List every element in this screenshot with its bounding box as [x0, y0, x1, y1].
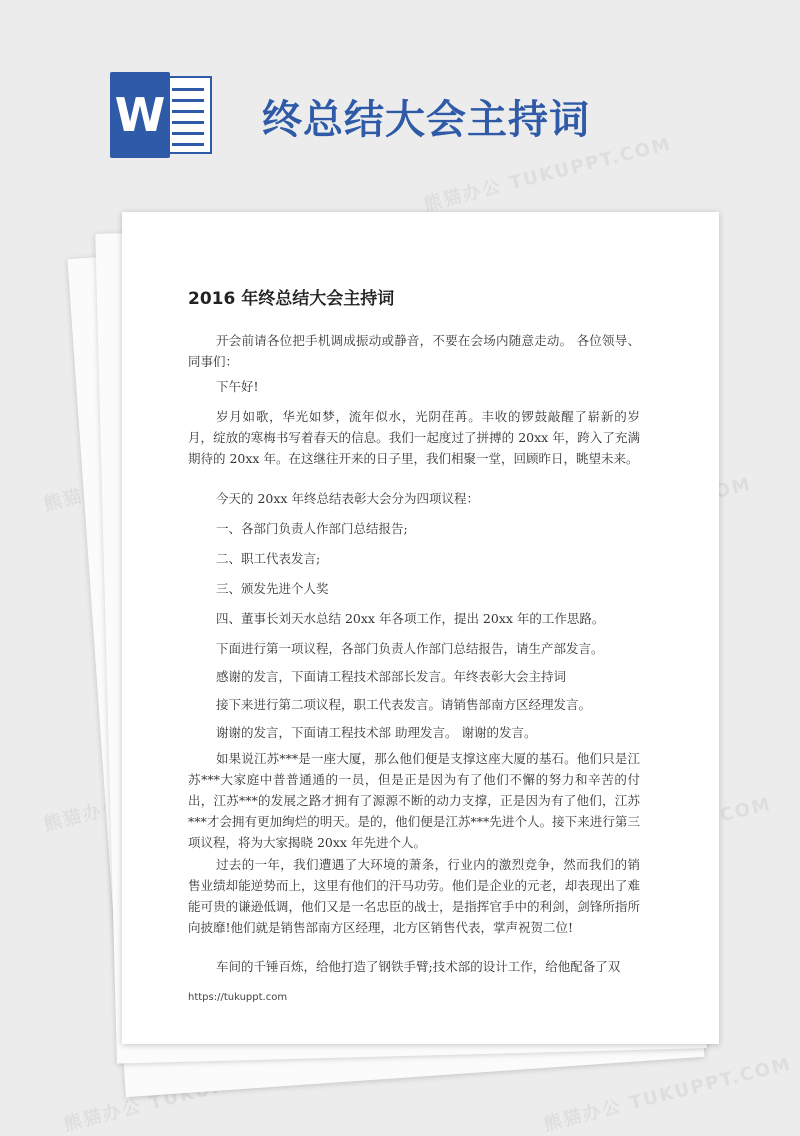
paragraph: 四、董事长刘天水总结 20xx 年各项工作，提出 20xx 年的工作思路。: [216, 611, 605, 626]
word-document-icon: [110, 72, 214, 158]
paragraph: 二、职工代表发言;: [216, 551, 321, 566]
paragraph: 车间的千锤百炼，给他打造了钢铁手臂;技术部的设计工作，给他配备了双: [216, 959, 621, 974]
watermark: 熊猫办公 TUKUPPT.COM: [421, 133, 674, 216]
paragraph: 谢谢的发言，下面请工程技术部 助理发言。 谢谢的发言。: [216, 725, 537, 740]
paragraph: 接下来进行第二项议程，职工代表发言。请销售部南方区经理发言。: [216, 697, 592, 712]
paragraph: 如果说江苏***是一座大厦，那么他们便是支撑这座大厦的基石。他们只是江苏***大家庭中普普通通的一员，但是正是因为有了他们不懈的努力和辛苦的付出，江苏***的发展之路才拥有了源源不断的动力支撑，正是因为有了他们，江苏***才会拥有更加绚烂的明天。是的，他们便是江苏***先进个人。接下来进行第三项议程，将为大家揭晓 20xx 年先进个人。: [188, 751, 640, 850]
paragraph: 感谢的发言，下面请工程技术部部长发言。年终表彰大会主持词: [216, 669, 567, 684]
watermark: 熊猫办公 TUKUPPT.COM: [541, 1053, 794, 1136]
paragraph: 岁月如歌，华光如梦，流年似水，光阴荏苒。丰收的锣鼓敲醒了崭新的岁月，绽放的寒梅书写着春天的信息。我们一起度过了拼搏的 20xx 年，跨入了充满期待的 20xx 年。在这继往开来的日子里，我们相聚一堂，回顾昨日，眺望未来。: [188, 409, 640, 466]
paragraph: 一、各部门负责人作部门总结报告;: [216, 521, 408, 536]
source-url: https://tukuppt.com: [188, 992, 288, 1003]
paragraph: 三、颁发先进个人奖: [216, 581, 329, 596]
word-letter: W: [110, 72, 170, 158]
paragraph: 下午好!: [216, 379, 259, 394]
paragraph: 今天的 20xx 年终总结表彰大会分为四项议程：: [216, 491, 479, 506]
paragraph: 下面进行第一项议程，各部门负责人作部门总结报告，请生产部发言。: [216, 641, 604, 656]
document-page: [122, 212, 719, 1044]
paragraph: 开会前请各位把手机调成振动或静音，不要在会场内随意走动。 各位领导、同事们：: [188, 333, 640, 369]
watermark: 熊猫办公: [41, 795, 125, 836]
paragraph: 过去的一年，我们遭遇了大环境的萧条，行业内的激烈竞争，然而我们的销售业绩却能逆势而上，这里有他们的汗马功劳。他们是企业的元老，却表现出了难能可贵的谦逊低调，他们又是一名忠臣的战士，是指挥官手中的利剑，剑锋所指所向披靡!他们就是销售部南方区经理，北方区销售代表，掌声祝贺二位!: [188, 857, 640, 935]
document-heading: 终总结大会主持词: [262, 97, 590, 143]
watermark: 熊猫办公 TUKUPPT.COM: [61, 1053, 314, 1136]
page-title: 2016 年终总结大会主持词: [188, 289, 395, 309]
